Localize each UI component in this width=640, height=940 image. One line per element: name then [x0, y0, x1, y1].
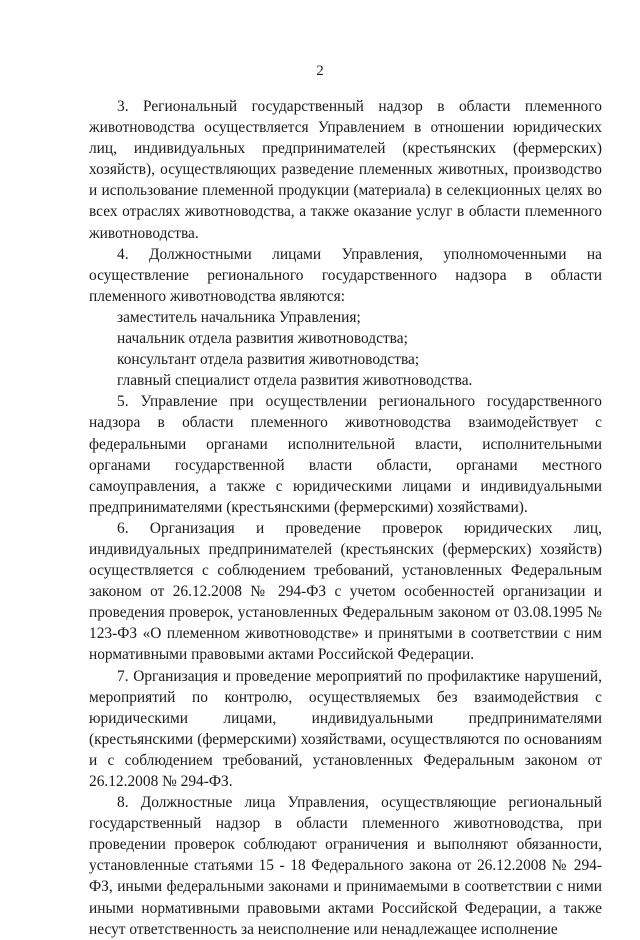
paragraph-5: 5. Управление при осуществлении регионального государственного надзора в области племенного животноводства взаимодействует с федеральными органами исполнительной власти, исполнительными органами государственной власти области, органами местного самоуправления, а также с юридическими лицами и индивидуальными предпринимателями (крестьянскими (фермерскими) хозяйствами). — [89, 393, 602, 516]
paragraph-4: 4. Должностными лицами Управления, уполномоченными на осуществление регионального государственного надзора в области племенного животноводства являются: — [89, 245, 602, 305]
list-item: главный специалист отдела развития животноводства. — [117, 372, 473, 390]
list-item: начальник отдела развития животноводства; — [117, 330, 408, 348]
list-item: консультант отдела развития животноводства; — [117, 351, 420, 369]
document-body — [89, 96, 602, 940]
paragraph-3: 3. Региональный государственный надзор в области племенного животноводства осуществляется Управлением в отношении юридических лиц, индивидуальных предпринимателей (крестьянских (фермерских) хозяйств), осуществляющих разведение племенных животных, производство и использование племенной продукции (материала) в селекционных целях во всех отраслях животноводства, а также оказание услуг в области племенного животноводства. — [89, 98, 602, 242]
paragraph-7: 7. Организация и проведение мероприятий по профилактике нарушений, мероприятий по контролю, осуществляемых без взаимодействия с юридическими лицами, индивидуальными предпринимателями (крестьянскими (фермерскими) хозяйствами, осуществляются по основаниям и с соблюдением требований, установленных Федеральным законом от 26.12.2008 № 294-ФЗ. — [89, 667, 602, 790]
paragraph-6: 6. Организация и проведение проверок юридических лиц, индивидуальных предпринимателей (крестьянских (фермерских) хозяйств) осуществляется с соблюдением требований, установленных Федеральным законом от 26.12.2008 № 294-ФЗ с учетом особенностей организации и проведения проверок, установленных Федеральным законом от 03.08.1995 № 123-ФЗ «О племенном животноводстве» и принятыми в соответствии с ним нормативными правовыми актами Российской Федерации. — [89, 519, 602, 664]
page-number: 2 — [316, 63, 324, 79]
paragraph-8: 8. Должностные лица Управления, осуществляющие региональный государственный надзор в области племенного животноводства, при проведении проверок соблюдают ограничения и выполняют обязанности, установленные статьями 15 - 18 Федерального закона от 26.12.2008 № 294-ФЗ, иными федеральными законами и принимаемыми в соответствии с ними иными нормативными правовыми актами Российской Федерации, а также несут ответственность за неисполнение или ненадлежащее исполнение — [89, 794, 602, 938]
officials-list — [89, 307, 602, 391]
list-item: заместитель начальника Управления; — [117, 308, 361, 326]
